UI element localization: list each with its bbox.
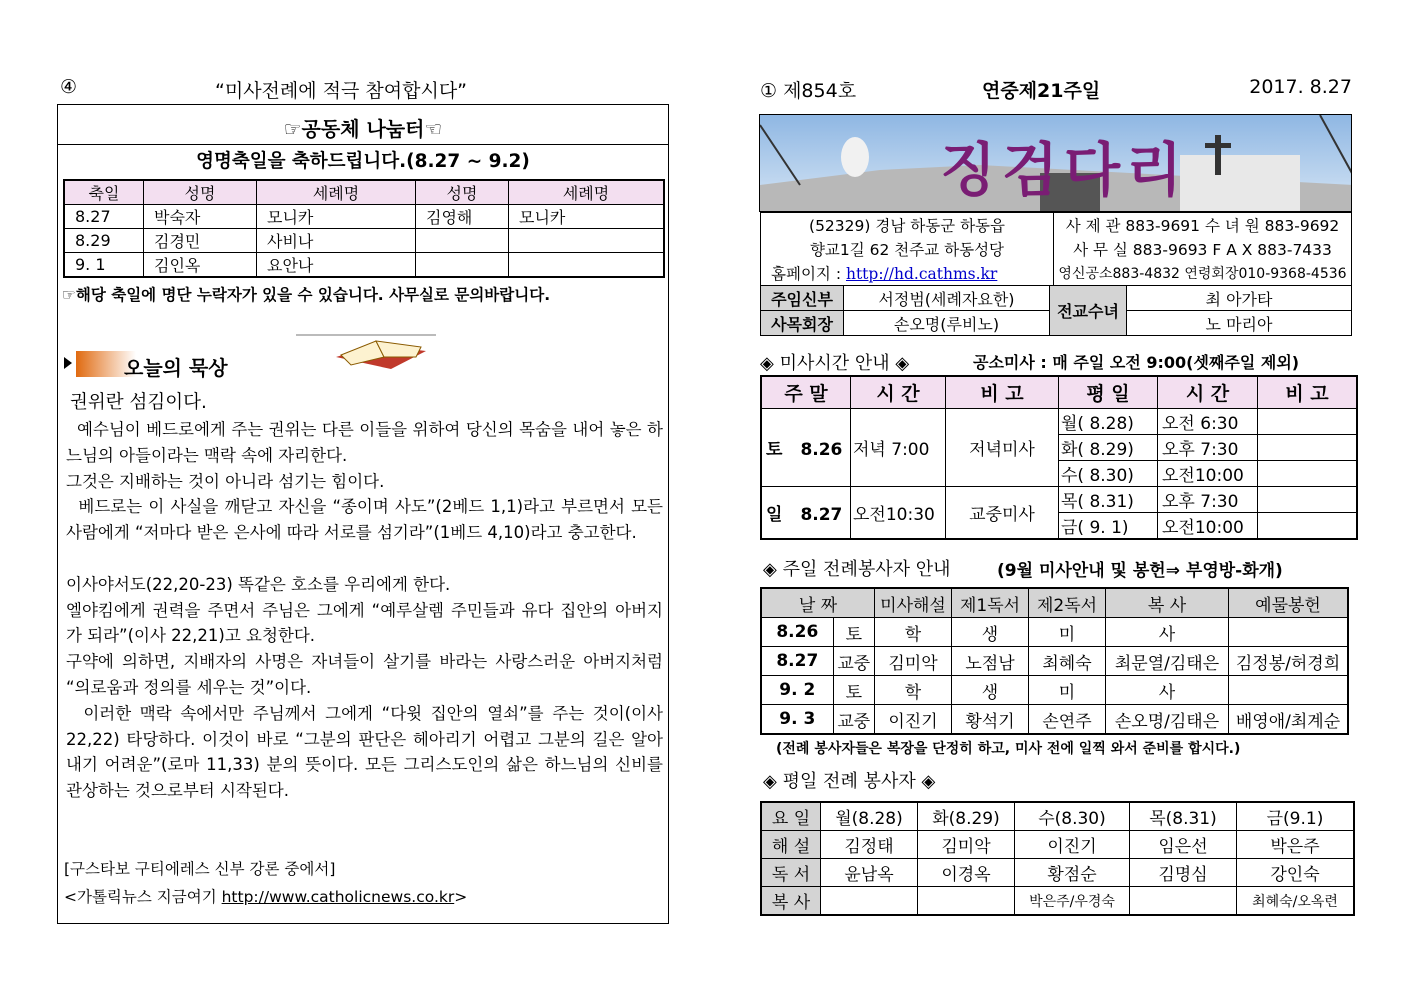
server-table-header <box>761 588 1348 618</box>
address-line-1: (52329) 경남 하동군 하동읍 <box>761 213 1054 238</box>
meditation-label: 오늘의 묵상 <box>124 356 228 380</box>
table-cell: 노점남 <box>952 647 1029 676</box>
weekday-time: 오전 6:30 <box>1158 408 1258 434</box>
weekday-note <box>1258 512 1358 539</box>
table-cell: 이진기 <box>875 705 952 735</box>
weekday-time: 오후 7:30 <box>1158 486 1258 512</box>
role-label: 독 서 <box>761 859 821 887</box>
server-type: 토 <box>833 676 874 705</box>
table-cell: 박숙자 <box>144 205 257 229</box>
sister-name-2: 노 마리아 <box>1127 311 1352 336</box>
header-cell: 화(8.29) <box>918 802 1015 831</box>
table-cell <box>918 887 1015 916</box>
weekend-time: 저녁 7:00 <box>851 408 946 486</box>
header-cell: 세례명 <box>257 180 416 205</box>
source-link-prefix: <가톨릭뉴스 지금여기 <box>64 888 222 906</box>
homepage-label: 홈페이지 : <box>771 265 846 283</box>
weekend-day-cell <box>761 486 851 539</box>
table-row <box>761 887 1354 916</box>
spread-char: 생 <box>952 676 1029 705</box>
feast-table-header <box>64 180 664 205</box>
table-cell <box>1229 618 1349 647</box>
weekday-day: 월( 8.28) <box>1059 408 1158 434</box>
sunday-title: 연중제21주일 <box>982 80 1101 102</box>
header-cell: 예물봉헌 <box>1229 588 1349 618</box>
table-cell <box>509 229 665 253</box>
spread-char: 학 <box>875 676 952 705</box>
table-cell: 배영애/최계순 <box>1229 705 1349 735</box>
header-cell: 시 간 <box>1158 376 1258 408</box>
spread-char: 사 <box>1106 618 1229 647</box>
mass-time-table <box>760 375 1358 540</box>
council-name: 손오명(루비노) <box>844 311 1050 336</box>
table-cell: 황점순 <box>1015 859 1130 887</box>
left-content-frame <box>57 104 669 924</box>
table-cell: 손오명/김태은 <box>1106 705 1229 735</box>
weekday-server-table <box>760 801 1355 916</box>
source-citation: [구스타보 구티에레스 신부 강론 중에서] <box>64 860 336 878</box>
table-cell: 이진기 <box>1015 831 1130 859</box>
header-cell: 날 짜 <box>761 588 875 618</box>
paragraph: 엘야킴에게 권력을 주면서 주님은 그에게 “예루살렘 주민들과 유다 집안의 아버지가 되라”(이사 22,21)고 요청한다. <box>66 600 663 646</box>
header-cell: 제1독서 <box>952 588 1029 618</box>
table-row <box>761 676 1348 705</box>
header-cell: 축일 <box>64 180 144 205</box>
pastor-label: 주임신부 <box>761 286 844 311</box>
weekend-date: 8.27 <box>800 504 843 525</box>
meditation-label-box <box>62 349 242 381</box>
table-cell <box>1229 676 1349 705</box>
weekend-date: 8.26 <box>800 439 843 460</box>
server-date: 9. 2 <box>761 676 833 705</box>
paragraph: 그것은 지배하는 것이 아니라 섬기는 힘이다. <box>66 471 385 491</box>
header-cell: 시 간 <box>851 376 946 408</box>
table-cell: 김경민 <box>144 229 257 253</box>
header-cell: 복 사 <box>1106 588 1229 618</box>
spread-char: 생 <box>952 618 1029 647</box>
sister-label: 전교수녀 <box>1050 286 1127 336</box>
header-cell: 성명 <box>416 180 509 205</box>
header-cell: 비 고 <box>1258 376 1358 408</box>
mass-section-title: ◈ 미사시간 안내 ◈ <box>760 353 910 374</box>
weekday-note <box>1258 486 1358 512</box>
table-cell: 황석기 <box>952 705 1029 735</box>
table-cell: 박은주/우경숙 <box>1015 887 1130 916</box>
table-cell: 최혜숙/오옥련 <box>1237 887 1355 916</box>
table-row <box>64 229 664 253</box>
homepage-line <box>761 261 1054 286</box>
table-cell: 최혜숙 <box>1029 647 1106 676</box>
paragraph: 예수님이 베드로에게 주는 권위는 다른 이들을 위하여 당신의 목숨을 내어 놓은 하느님의 아들이라는 맥락 속에 자리한다. <box>66 420 663 465</box>
table-cell: 요안나 <box>257 253 416 278</box>
spread-char: 미 <box>1029 618 1106 647</box>
table-row <box>761 831 1354 859</box>
table-cell: 김정봉/허경희 <box>1229 647 1349 676</box>
spread-char: 학 <box>875 618 952 647</box>
left-page-header <box>60 74 666 102</box>
issue-date: 2017. 8.27 <box>1249 76 1352 98</box>
table-row <box>64 253 664 278</box>
table-cell: 이경옥 <box>918 859 1015 887</box>
paragraph: 이사야서도(22,20-23) 똑같은 호소를 우리에게 한다. <box>66 574 451 594</box>
meditation-title: 권위란 섬김이다. <box>70 392 207 413</box>
weekday-day: 금( 9. 1) <box>1059 512 1158 539</box>
staff-table <box>760 285 1352 336</box>
table-cell: 모니카 <box>257 205 416 229</box>
table-cell: 강인숙 <box>1237 859 1355 887</box>
masthead-banner <box>759 114 1352 212</box>
table-row <box>64 205 664 229</box>
header-cell: 주 말 <box>761 376 851 408</box>
header-cell: 성명 <box>144 180 257 205</box>
table-cell: 8.29 <box>64 229 144 253</box>
table-cell: 윤남옥 <box>821 859 918 887</box>
server-type: 교중 <box>833 647 874 676</box>
homepage-link[interactable]: http://hd.cathms.kr <box>845 265 998 283</box>
server-section-title: ◈ 주일 전례봉사자 안내 <box>763 559 951 580</box>
table-cell <box>1130 887 1237 916</box>
weekend-time: 오전10:30 <box>851 486 946 539</box>
header-cell: 월(8.28) <box>821 802 918 831</box>
weekday-day: 목( 8.31) <box>1059 486 1158 512</box>
weekday-note <box>1258 434 1358 460</box>
weekday-section-title: ◈ 평일 전례 봉사자 ◈ <box>763 771 936 792</box>
paragraph: 이러한 맥락 속에서만 주님께서 그에게 “다윗 집안의 열쇠”를 주는 것이(이사 22,22) 타당하다. 이것이 바로 “그분의 판단은 헤아리기 어렵고 그분의 길은 알아내기 어려운”(로마 11,33) 분의 뜻이다. 모든 그리스도인의 삶은 하느님의 신비를 관상하는 것으로부터 시작된다. <box>66 703 669 801</box>
paragraph: 구약에 의하면, 지배자의 사명은 자녀들이 살기를 바라는 사랑스러운 아버지처럼 “의로움과 정의를 세우는 것”이다. <box>66 652 669 697</box>
weekend-note: 저녁미사 <box>946 408 1059 486</box>
server-type: 토 <box>833 618 874 647</box>
phone-line-3: 영신공소883-4832 연령회장010-9368-4536 <box>1054 261 1352 286</box>
table-cell: 최문열/김태은 <box>1106 647 1229 676</box>
table-cell: 김정태 <box>821 831 918 859</box>
role-label: 해 설 <box>761 831 821 859</box>
server-date: 9. 3 <box>761 705 833 735</box>
issue-number: ① 제854호 <box>760 80 857 102</box>
divider <box>58 144 668 145</box>
table-cell: 박은주 <box>1237 831 1355 859</box>
parish-info-table <box>760 212 1352 286</box>
server-note: (전례 봉사자들은 복장을 단정히 하고, 미사 전에 일찍 와서 준비를 합시다.) <box>776 741 1241 757</box>
source-link[interactable]: http://www.catholicnews.co.kr <box>221 888 455 906</box>
weekday-note <box>1258 460 1358 486</box>
server-date: 8.26 <box>761 618 833 647</box>
weekend-note: 교중미사 <box>946 486 1059 539</box>
table-cell: 김영해 <box>416 205 509 229</box>
weekday-day: 수( 8.30) <box>1059 460 1158 486</box>
weekday-note <box>1258 408 1358 434</box>
table-row <box>761 486 1357 512</box>
table-cell <box>416 253 509 278</box>
table-cell: 임은선 <box>1130 831 1237 859</box>
meditation-body <box>66 417 669 804</box>
feast-table <box>63 179 665 278</box>
motto: “미사전례에 적극 참여합시다” <box>215 80 468 102</box>
header-cell: 세례명 <box>509 180 665 205</box>
sunday-server-table <box>760 587 1349 735</box>
header-cell: 목(8.31) <box>1130 802 1237 831</box>
source-link-suffix: > <box>454 888 468 906</box>
spread-char: 사 <box>1106 676 1229 705</box>
feast-title: 영명축일을 축하드립니다.(8.27 ~ 9.2) <box>196 151 530 172</box>
table-cell <box>509 253 665 278</box>
mass-table-header <box>761 376 1357 408</box>
table-row <box>761 618 1348 647</box>
role-label: 복 사 <box>761 887 821 916</box>
sister-name-1: 최 아가타 <box>1127 286 1352 311</box>
community-title: ☞공동체 나눔터☜ <box>283 117 443 141</box>
right-page-header <box>760 74 1352 102</box>
table-row <box>761 859 1354 887</box>
header-cell: 수(8.30) <box>1015 802 1130 831</box>
server-type: 교중 <box>833 705 874 735</box>
table-cell: 김인옥 <box>144 253 257 278</box>
table-cell: 모니카 <box>509 205 665 229</box>
paragraph: 베드로는 이 사실을 깨닫고 자신을 “종이며 사도”(2베드 1,1)라고 부르면서 모든 사람에게 “저마다 받은 은사에 따라 서로를 섬기라”(1베드 4,10)라고 충고한다. <box>66 497 669 543</box>
paragraph <box>66 546 663 572</box>
table-row <box>761 647 1348 676</box>
weekday-day: 화( 8.29) <box>1059 434 1158 460</box>
header-cell: 비 고 <box>946 376 1059 408</box>
source-link-line <box>64 885 467 907</box>
phone-line-2: 사 무 실 883-9693 F A X 883-7433 <box>1054 237 1352 261</box>
server-date: 8.27 <box>761 647 833 676</box>
weekend-day-cell <box>761 408 851 486</box>
header-cell: 미사해설 <box>875 588 952 618</box>
header-cell: 평 일 <box>1059 376 1158 408</box>
table-cell: 9. 1 <box>64 253 144 278</box>
table-cell: 김미악 <box>918 831 1015 859</box>
header-cell: 금(9.1) <box>1237 802 1355 831</box>
table-row <box>761 705 1348 735</box>
header-cell: 요 일 <box>761 802 821 831</box>
table-row <box>761 408 1357 434</box>
left-page-number: ④ <box>60 76 78 98</box>
table-cell: 김미악 <box>875 647 952 676</box>
weekday-time: 오후 7:30 <box>1158 434 1258 460</box>
weekday-time: 오전10:00 <box>1158 512 1258 539</box>
address-line-2: 향교1길 62 천주교 하동성당 <box>761 237 1054 261</box>
feast-note: ☞해당 축일에 명단 누락자가 있을 수 있습니다. 사무실로 문의바랍니다. <box>62 286 551 304</box>
pastor-name: 서정범(세례자요한) <box>844 286 1050 311</box>
council-label: 사목회장 <box>761 311 844 336</box>
table-cell <box>416 229 509 253</box>
table-cell: 손연주 <box>1029 705 1106 735</box>
table-cell: 김명심 <box>1130 859 1237 887</box>
mass-section-note: 공소미사 : 매 주일 오전 9:00(셋째주일 제외) <box>973 353 1300 372</box>
weekday-time: 오전10:00 <box>1158 460 1258 486</box>
phone-line-1: 사 제 관 883-9691 수 녀 원 883-9692 <box>1054 213 1352 238</box>
weekend-day: 일 <box>766 504 783 525</box>
header-cell: 제2독서 <box>1029 588 1106 618</box>
open-book-icon <box>296 327 446 377</box>
spread-char: 미 <box>1029 676 1106 705</box>
table-cell: 사비나 <box>257 229 416 253</box>
server-section-note: (9월 미사안내 및 봉헌⇒ 부영방-화개) <box>997 561 1283 581</box>
table-cell <box>821 887 918 916</box>
weekend-day: 토 <box>766 439 783 460</box>
weekday-table-header <box>761 802 1354 831</box>
banner-title: 징검다리 <box>940 136 1189 204</box>
table-cell: 8.27 <box>64 205 144 229</box>
